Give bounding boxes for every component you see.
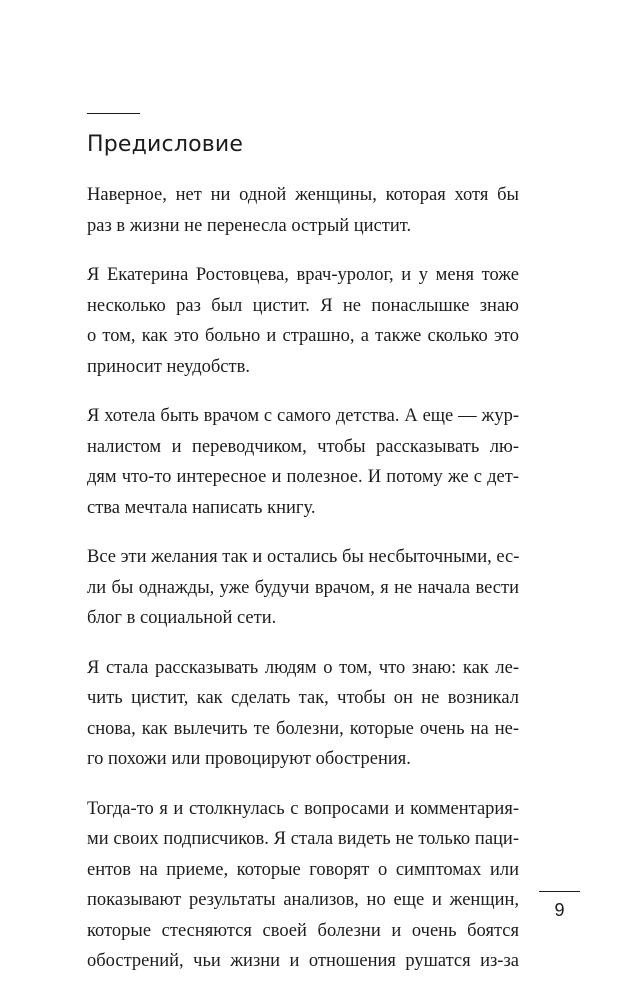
paragraph-6	[87, 794, 519, 977]
chapter-title: Предисловие	[87, 132, 244, 157]
footer-rule	[539, 891, 580, 892]
text-line: снова, как вылечить те болезни, которые очень на не-	[87, 718, 519, 739]
text-line: ли бы однажды, уже будучи врачом, я не начала вести	[87, 577, 519, 598]
text-line: о том, как это больно и страшно, а также сколько это	[87, 326, 519, 346]
text-line: показывают результаты анализов, но еще и женщин,	[87, 890, 519, 910]
text-line: ми своих подписчиков. Я стала видеть не только паци-	[87, 829, 519, 849]
text-line: Я хотела быть врачом с самого детства. А еще — жур-	[87, 406, 519, 426]
text-line: обострений, чьи жизни и отношения рушатся из-за	[87, 951, 519, 971]
paragraph-4	[87, 542, 519, 634]
text-line: Наверное, нет ни одной женщины, которая хотя бы	[87, 185, 519, 205]
text-line: блог в социальной сети.	[87, 608, 277, 628]
chapter-top-rule	[87, 113, 140, 114]
text-line: го похожи или провоцируют обострения.	[87, 749, 411, 769]
paragraph-5	[87, 653, 519, 775]
paragraph-1	[87, 180, 519, 241]
text-line: приносит неудобств.	[87, 356, 250, 377]
text-line: Тогда-то я и столкнулась с вопросами и комментария-	[87, 798, 519, 819]
paragraph-3	[87, 401, 519, 523]
text-line: Я стала рассказывать людям о том, что знаю: как ле-	[87, 657, 519, 678]
text-line: несколько раз был цистит. Я не понаслышке знаю	[87, 295, 519, 316]
text-line: которые стесняются своей болезни и очень боятся	[87, 920, 519, 941]
text-line: Я Екатерина Ростовцева, врач-уролог, и у меня тоже	[87, 265, 519, 285]
text-line: чить цистит, как сделать так, чтобы он не возникал	[87, 688, 519, 708]
paragraph-2	[87, 260, 519, 382]
text-line: ентов на приеме, которые говорят о симптомах или	[87, 859, 519, 880]
body-text	[87, 180, 519, 996]
page-number: 9	[554, 900, 565, 920]
text-line: раз в жизни не перенесла острый цистит.	[87, 215, 412, 236]
text-line: Все эти желания так и остались бы несбыточными, ес-	[87, 547, 520, 567]
text-line: ства мечтала написать книгу.	[87, 497, 316, 518]
text-line: дям что-то интересное и полезное. И потому же с дет-	[87, 467, 519, 487]
text-line: налистом и переводчиком, чтобы рассказывать лю-	[87, 436, 519, 457]
